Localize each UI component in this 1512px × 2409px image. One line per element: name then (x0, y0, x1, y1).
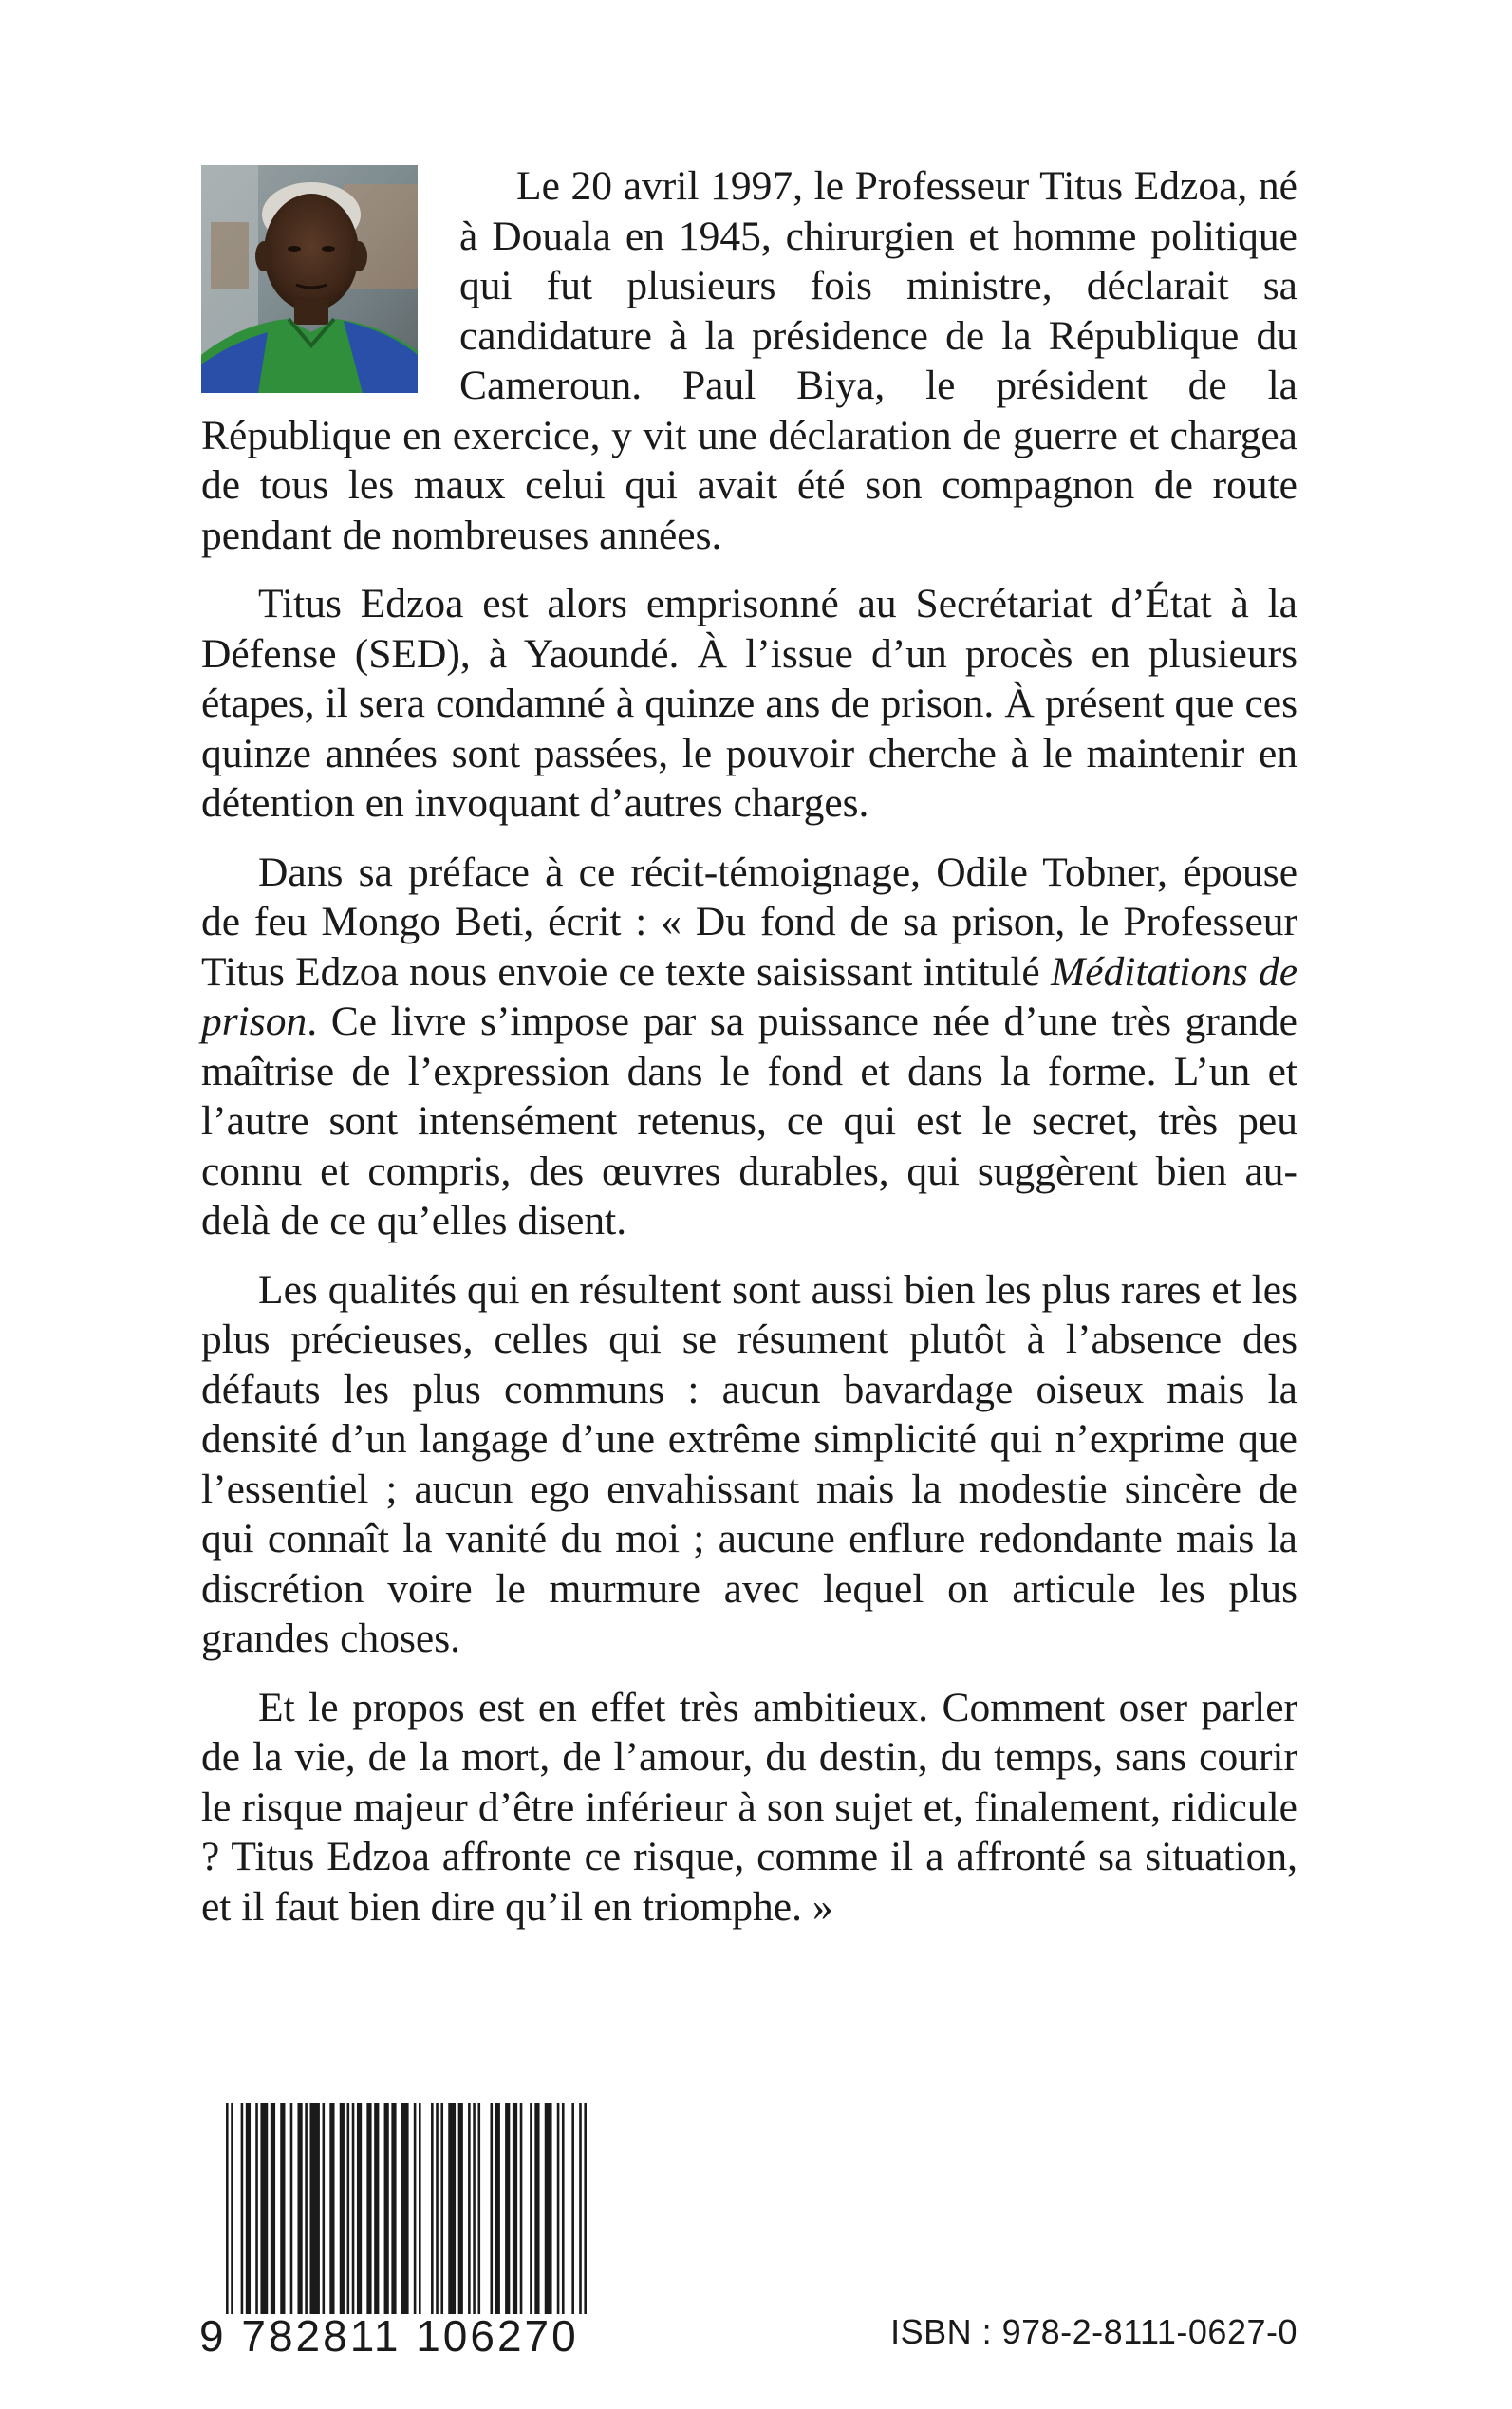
barcode-bar (436, 2103, 439, 2314)
barcode-bar (241, 2103, 244, 2314)
barcode-bar (530, 2103, 532, 2314)
barcode-bar (534, 2103, 539, 2314)
barcode-bar (384, 2103, 389, 2314)
barcode-bar (309, 2103, 319, 2314)
barcode-bar (246, 2103, 251, 2314)
barcode-bar (352, 2103, 355, 2314)
barcode-bar (495, 2103, 500, 2314)
blurb-paragraph-1 (201, 161, 1297, 560)
barcode-bar (419, 2103, 421, 2314)
barcode-bar (357, 2103, 362, 2314)
barcode-bar (280, 2103, 285, 2314)
barcode-bar (391, 2103, 396, 2314)
barcode-bar (290, 2103, 293, 2314)
barcode-bar (458, 2103, 463, 2314)
barcode (226, 2103, 587, 2314)
barcode-bar (473, 2103, 476, 2314)
barcode-bar (414, 2103, 417, 2314)
barcode-bar (513, 2103, 517, 2314)
barcode-bar (505, 2103, 510, 2314)
barcode-bar (562, 2103, 565, 2314)
barcode-bar (431, 2103, 434, 2314)
barcode-digits: 9 782811 106270 (199, 2311, 579, 2361)
barcode-bar (271, 2103, 275, 2314)
blurb-paragraph-5: Et le propos est en effet très ambitieux. Comment oser parler de la vie, de la mort, de l’amour, du destin, du temps, sans courir le risque majeur d’être inférieur à son sujet et, finalement, ridicule ? Titus Edzoa affronte ce risque, comme il a affronté sa situation, et il faut bien dire qu’il en triomphe. » (201, 1684, 1297, 1930)
barcode-bar (347, 2103, 350, 2314)
blurb-text (201, 161, 1297, 1951)
barcode-bar (584, 2103, 587, 2314)
barcode-bar (401, 2103, 409, 2314)
barcode-bar (490, 2103, 493, 2314)
blurb-paragraph-3-after: . Ce livre s’impose par sa puissance née d’une très grande maîtrise de l’expression dans le fond et dans la forme. L’un et l’autre sont intensément retenus, ce qui est le secret, très peu connu et compris, des œuvres durables, qui suggèrent bien au-delà de ce qu’elles disent. (201, 999, 1297, 1243)
barcode-bar (231, 2103, 233, 2314)
blurb-paragraph-4: Les qualités qui en résultent sont aussi bien les plus rares et les plus précieuses, celles qui se résument plutôt à l’absence des défauts les plus communs : aucun bavardage oiseux mais la densité d’un langage d’une extrême simplicité qui n’exprime que l’essentiel ; aucun ego envahissant mais la modestie sincère de qui connaît la vanité du moi ; aucune enflure redondante mais la discrétion voire le murmure avec lequel on articule les plus grandes choses. (201, 1266, 1297, 1661)
barcode-bar (571, 2103, 574, 2314)
barcode-bar (255, 2103, 258, 2314)
barcode-bar (329, 2103, 334, 2314)
blurb-paragraph-3 (201, 848, 1297, 1246)
barcode-bar (226, 2103, 229, 2314)
blurb-paragraph-2: Titus Edzoa est alors emprisonné au Secrétariat d’État à la Défense (SED), à Yaoundé. À l’issue d’un procès en plusieurs étapes, il sera condamné à quinze ans de prison. À présent que ces quinze années sont passées, le pouvoir cherche à le maintenir en détention en invoquant d’autres charges. (201, 581, 1297, 826)
blurb-paragraph-1-text: Le 20 avril 1997, le Professeur Titus Edzoa, né à Douala en 1945, chirurgien et homme politique qui fut plusieurs fois ministre, déclarait sa candidature à la présidence de la République du Cameroun. Paul Biya, le président de la République en exercice, y vit une déclaration de guerre et chargea de tous les maux celui qui avait été son compagnon de route pendant de nombreuses années. (201, 163, 1297, 558)
barcode-bar (440, 2103, 443, 2314)
barcode-bar (297, 2103, 302, 2314)
barcode-bar (477, 2103, 480, 2314)
barcode-bar (260, 2103, 268, 2314)
blurb-paragraph-3-before: Dans sa préface à ce récit-témoignage, Odile Tobner, épouse de feu Mongo Beti, écrit : « Du fond de sa prison, le Professeur Titus Edzoa nous envoie ce texte saisissant intitulé (201, 849, 1297, 995)
barcode-bar (448, 2103, 456, 2314)
barcode-bar (374, 2103, 379, 2314)
author-photo-icon (201, 165, 418, 393)
barcode-bar (468, 2103, 471, 2314)
barcode-bar (340, 2103, 345, 2314)
isbn-label: ISBN : 978-2-8111-0627-0 (890, 2312, 1297, 2351)
barcode-bar (520, 2103, 523, 2314)
barcode-bar (366, 2103, 371, 2314)
barcode-bar (545, 2103, 552, 2314)
book-title: Méditations de prison (201, 948, 1297, 1044)
barcode-bar (557, 2103, 560, 2314)
barcode-bar (323, 2103, 326, 2314)
author-portrait (201, 165, 418, 393)
barcode-block (199, 2103, 598, 2361)
barcode-bar (305, 2103, 308, 2314)
barcode-bar (579, 2103, 582, 2314)
